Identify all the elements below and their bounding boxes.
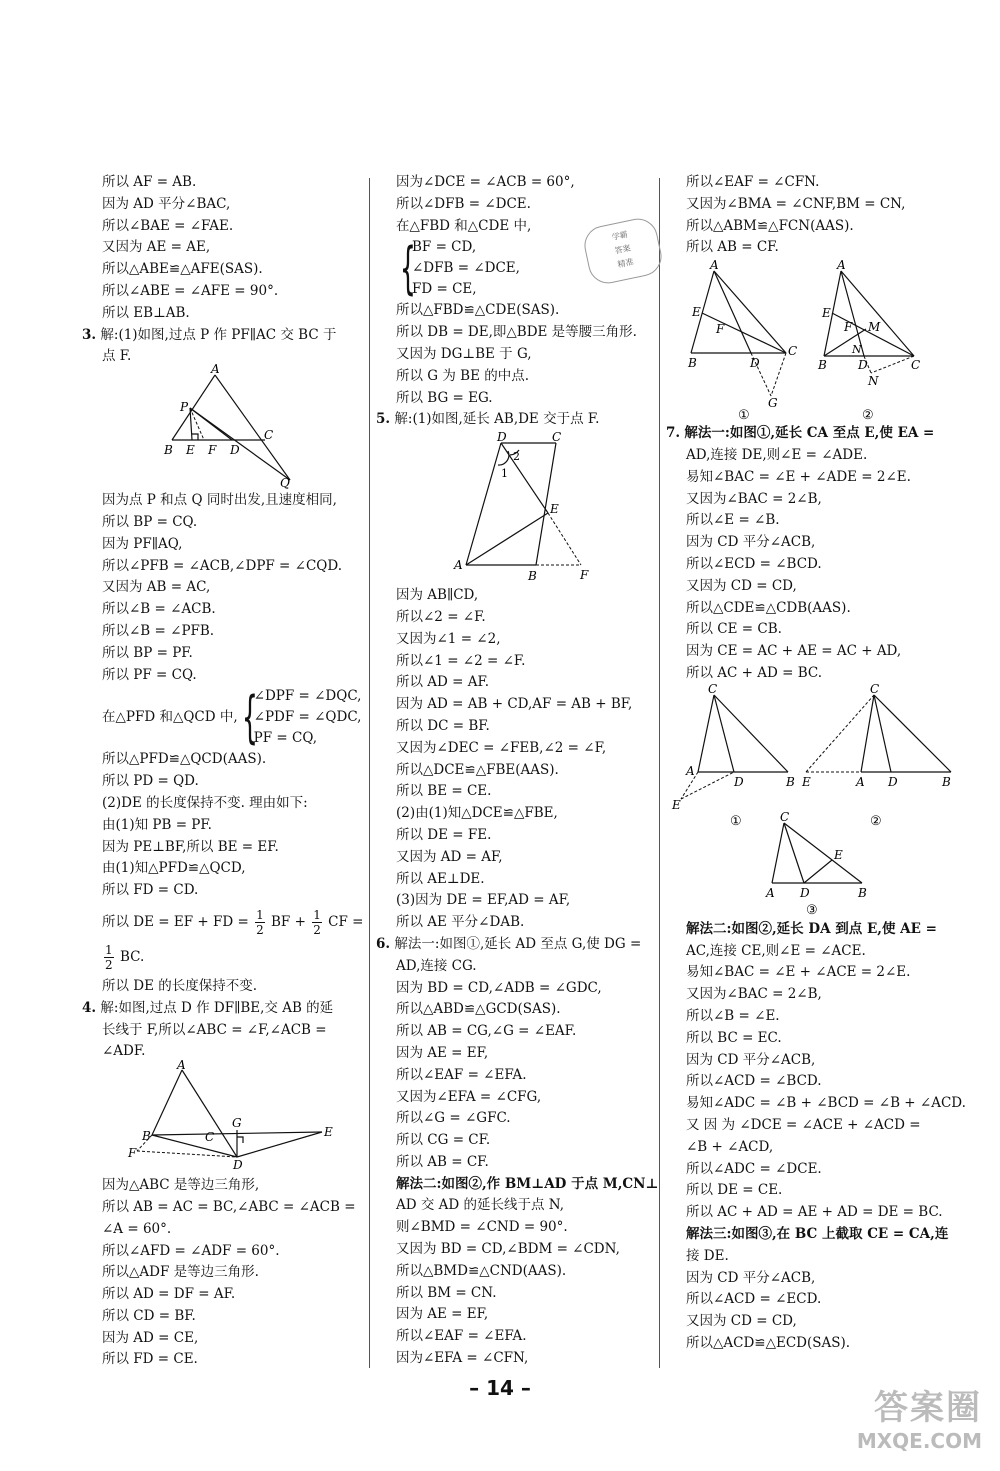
label-B3: B [858, 885, 867, 900]
text-line: 解法二:如图②,延长 DA 到点 E,使 AE = [686, 920, 937, 937]
text-line: 所以∠E = ∠B. [686, 512, 780, 529]
text-line: 所以 DB = DE,即△BDE 是等腰三角形. [396, 324, 637, 341]
text-line: 因为 CD 平分∠ACB, [686, 534, 816, 551]
label-B: B [142, 1129, 151, 1144]
label-F2: F [844, 320, 853, 335]
text-line: AD,连接 CG. [396, 957, 477, 974]
text-line: 所以∠B = ∠ACB. [102, 601, 216, 618]
label-G: G [768, 396, 778, 411]
label-C: C [552, 430, 562, 445]
label-E3: E [834, 847, 843, 862]
text-line: 所以△ADF 是等边三角形. [102, 1264, 259, 1281]
text-line: 所以∠AFD = ∠ADF = 60°. [102, 1242, 280, 1259]
text-line: 又 因 为 ∠DCE = ∠ACE + ∠ACD = [686, 1116, 921, 1133]
label-E: E [324, 1125, 333, 1140]
text-line: 解:(1)如图,延长 AB,DE 交于点 F. [394, 411, 600, 428]
label-B: B [528, 569, 537, 584]
text-line: 所以 AD = AF. [396, 674, 490, 691]
label-E2: E [822, 306, 831, 321]
question-number: 3. [82, 326, 97, 343]
label-N: N [868, 374, 879, 389]
text-line: 易知∠BAC = ∠E + ∠ADE = 2∠E. [686, 468, 911, 485]
text-line: 所以 BM = CN. [396, 1284, 497, 1301]
fraction-line [82, 943, 364, 972]
fraction-line [82, 908, 364, 937]
label-A3: A [766, 885, 775, 900]
label-B2: B [818, 358, 827, 373]
text-fragment: BC. [119, 948, 145, 965]
figure-q4 [82, 1058, 362, 1173]
figure-number-3: ③ [806, 902, 818, 918]
question-number: 6. [376, 935, 391, 952]
figure-q6 [666, 258, 956, 424]
label-F: F [208, 443, 217, 458]
text-line: 又因为∠BMA = ∠CNF,BM = CN, [686, 195, 906, 212]
label-E: E [692, 305, 701, 320]
label-Q: Q [280, 476, 290, 491]
text-line: 又因为 BD = CD,∠BDM = ∠CDN, [396, 1241, 620, 1258]
fraction [255, 908, 265, 937]
text-line: 又因为∠1 = ∠2, [396, 630, 501, 647]
text-line: 因为 CE = AC + AE = AC + AD, [686, 643, 902, 660]
text-line: 所以 AB = CG,∠G = ∠EAF. [396, 1023, 577, 1040]
label-E: E [672, 797, 681, 812]
numerator: 1 [313, 907, 321, 922]
label-2: 2 [513, 450, 520, 464]
text-line: 又因为 AE = AE, [102, 239, 211, 256]
figure-q3 [82, 362, 362, 491]
fraction [312, 908, 322, 937]
text-line: 所以△ABD≌△GCD(SAS). [396, 1001, 561, 1018]
text-line: 接 DE. [686, 1247, 729, 1264]
label-C: C [708, 681, 718, 696]
text-line: 所以 G 为 BE 的中点. [396, 367, 530, 384]
text-line: 则∠BMD = ∠CND = 90°. [396, 1219, 568, 1236]
label-A: A [686, 763, 695, 778]
text-line: 解:(1)如图,过点 P 作 PF∥AC 交 BC 于 [100, 326, 337, 343]
text-line: 所以 AF = AB. [102, 174, 197, 190]
text-line: 所以 BC = EC. [686, 1029, 782, 1046]
text-line: 所以 AC + AD = AE + AD = DE = BC. [686, 1204, 943, 1221]
label-A: A [710, 258, 719, 273]
brace-line: PF = CQ, [253, 730, 318, 747]
text-line: ∠A = 60°. [102, 1220, 172, 1237]
text-line: 因为△ABC 是等边三角形, [102, 1177, 260, 1194]
question-7-heading [666, 423, 956, 445]
text-line: 所以△CDE≌△CDB(AAS). [686, 599, 851, 616]
label-E: E [550, 502, 559, 517]
text-line: 所以△ACD≌△ECD(SAS). [686, 1334, 851, 1351]
watermark [857, 1380, 982, 1453]
text-line: 所以 AE 平分∠DAB. [396, 914, 525, 931]
text-line: 所以∠EAF = ∠EFA. [396, 1066, 527, 1083]
text-line: 所以 CG = CF. [396, 1132, 491, 1149]
denominator: 2 [256, 922, 264, 937]
label-M: M [868, 320, 881, 335]
text-line: 由(1)知 PB = PF. [102, 816, 212, 833]
text-line: 解法三:如图③,在 BC 上截取 CE = CA,连 [686, 1225, 949, 1242]
brace-symbol: { [241, 684, 258, 750]
label-F: F [716, 322, 725, 337]
text-line: AC,连接 CE,则∠E = ∠ACE. [686, 942, 866, 959]
text-line: 因为 CD 平分∠ACB, [686, 1269, 816, 1286]
text-line: 在△FBD 和△CDE 中, [396, 217, 532, 234]
text-line: 所以 DE 的长度保持不变. [102, 977, 258, 994]
label-F: F [580, 568, 589, 583]
label-D: D [230, 443, 240, 458]
label-E: E [186, 443, 195, 458]
label-B2: B [942, 774, 951, 789]
text-line: 所以∠1 = ∠2 = ∠F. [396, 652, 526, 669]
text-line: 因为 AB∥CD, [396, 587, 479, 604]
text-line: 所以 AE⊥DE. [396, 870, 485, 887]
figure-number-1: ① [738, 408, 750, 424]
text-line: 所以 EB⊥AB. [102, 304, 190, 321]
text-line: 解:如图,过点 D 作 DF∥BE,交 AB 的延 [100, 999, 334, 1016]
label-D: D [233, 1158, 243, 1173]
label-F: F [128, 1146, 137, 1161]
text-line: 因为 BD = CD,∠ADB = ∠GDC, [396, 979, 602, 996]
text-line: 所以∠EAF = ∠CFN. [686, 174, 820, 190]
text-line: (3)因为 DE = EF,AD = AF, [396, 892, 571, 909]
text-line: 又因为 CD = CD, [686, 1313, 797, 1330]
label-D: D [734, 774, 744, 789]
text-line: 点 F. [102, 348, 132, 365]
label-A: A [177, 1058, 186, 1073]
label-B: B [164, 443, 173, 458]
text-line: 所以 BE = CE. [396, 783, 492, 800]
label-C: C [264, 428, 274, 443]
text-line: 所以 DC = BF. [396, 717, 490, 734]
text-line: 所以△ABE≌△AFE(SAS). [102, 261, 263, 278]
watermark-main: 答案圈 [874, 1388, 982, 1428]
label-C: C [788, 344, 798, 359]
label-D2: D [858, 358, 868, 373]
denominator: 2 [105, 957, 113, 972]
figure-number-2: ② [870, 813, 882, 829]
figure-q7 [666, 681, 956, 918]
question-number: 4. [82, 999, 97, 1016]
text-line: 所以 DE = CE. [686, 1182, 783, 1199]
text-line: 所以 FD = CE. [102, 1351, 198, 1368]
label-A: A [211, 362, 220, 377]
text-fragment: 所以 DE = EF + FD = [102, 913, 249, 930]
text-line: 所以 FD = CD. [102, 882, 199, 899]
text-line: 所以 CE = CB. [686, 621, 782, 638]
text-line: 所以△PFD≌△QCD(AAS). [102, 751, 267, 768]
label-C: C [205, 1130, 215, 1145]
text-line: 因为 AD = AB + CD,AF = AB + BF, [396, 696, 633, 713]
label-A2: A [837, 258, 846, 273]
brace-system [376, 237, 652, 300]
text-line: 因为∠EFA = ∠CFN, [396, 1350, 529, 1367]
text-line: 又因为∠DEC = ∠FEB,∠2 = ∠F, [396, 739, 607, 756]
question-4-heading [82, 998, 364, 1020]
text-line: 所以 AB = CF. [396, 1153, 489, 1170]
text-line: 所以∠ECD = ∠BCD. [686, 555, 822, 572]
label-C2: C [911, 358, 921, 373]
text-line: 因为 AD = CE, [102, 1329, 199, 1346]
text-line: 因为 AD 平分∠BAC, [102, 195, 231, 212]
question-3-heading [82, 325, 364, 347]
text-line: 所以 PF = CQ. [102, 666, 197, 683]
text-line: 又因为∠EFA = ∠CFG, [396, 1088, 542, 1105]
text-line: 所以△BMD≌△CND(AAS). [396, 1262, 567, 1279]
question-number: 5. [376, 411, 391, 428]
text-line: 又因为∠BAC = 2∠B, [686, 490, 822, 507]
label-N2: N [852, 343, 862, 357]
text-line: 所以 BP = PF. [102, 644, 193, 661]
numerator: 1 [105, 942, 113, 957]
text-line: 所以 DE = FE. [396, 826, 492, 843]
fraction [104, 943, 114, 972]
text-line: 所以 CD = BF. [102, 1307, 196, 1324]
text-line: 易知∠ADC = ∠B + ∠BCD = ∠B + ∠ACD. [686, 1095, 966, 1112]
label-A2: A [856, 774, 865, 789]
text-line: 在△PFD 和△QCD 中, [102, 708, 238, 725]
text-line: 因为 CD 平分∠ACB, [686, 1051, 816, 1068]
text-line: ∠B + ∠ACD, [686, 1138, 774, 1155]
text-line: AD,连接 DE,则∠E = ∠ADE. [686, 446, 868, 463]
text-line: 所以∠B = ∠E. [686, 1007, 780, 1024]
text-line: 因为点 P 和点 Q 同时出发,且速度相同, [102, 492, 337, 509]
text-line: 又因为∠BAC = 2∠B, [686, 986, 822, 1003]
text-line: 所以 BG = EG. [396, 389, 493, 406]
text-line: 又因为 DG⊥BE 于 G, [396, 345, 532, 362]
text-line: 所以 PD = QD. [102, 773, 199, 790]
brace-line: BF = CD, [412, 239, 477, 256]
text-line: 因为 PE⊥BF,所以 BE = EF. [102, 838, 279, 855]
label-D3: D [800, 885, 810, 900]
column-divider [369, 178, 370, 1368]
text-line: 所以 AB = CF. [686, 239, 779, 256]
brace-line: ∠DPF = ∠DQC, [253, 688, 362, 705]
text-line: AD 交 AD 的延长线于点 N, [396, 1197, 565, 1214]
text-line: 所以△ABM≌△FCN(AAS). [686, 217, 854, 234]
text-line: 所以∠ACD = ∠BCD. [686, 1073, 822, 1090]
label-A: A [454, 558, 463, 573]
text-line: 所以∠2 = ∠F. [396, 608, 486, 625]
text-fragment: CF = [328, 913, 364, 930]
text-line: ∠ADF. [102, 1043, 146, 1060]
text-line: 解法一:如图①,延长 AD 至点 G,使 DG = [394, 935, 642, 952]
page-number: – 14 – [469, 1376, 531, 1400]
figure-number-1: ① [730, 813, 742, 829]
text-line: 所以 BP = CQ. [102, 513, 198, 530]
label-E2: E [802, 774, 811, 789]
text-fragment: BF + [271, 913, 306, 930]
denominator: 2 [313, 922, 321, 937]
text-line: (2)DE 的长度保持不变. 理由如下: [102, 794, 308, 811]
text-line: 所以∠BAE = ∠FAE. [102, 217, 234, 234]
label-D: D [750, 356, 760, 371]
text-line: 因为∠DCE = ∠ACB = 60°, [396, 174, 575, 190]
text-line: 所以 AB = AC = BC,∠ABC = ∠ACB = [102, 1198, 356, 1215]
column-1 [82, 172, 364, 1371]
brace-symbol: { [399, 235, 416, 301]
text-line: 所以△DCE≌△FBE(AAS). [396, 761, 559, 778]
text-line: 因为 AE = EF, [396, 1306, 489, 1323]
label-1: 1 [501, 467, 508, 481]
label-B: B [688, 356, 697, 371]
watermark-url: MXQE.COM [856, 1429, 982, 1453]
figure-q5 [376, 430, 646, 584]
text-line: 所以∠EAF = ∠EFA. [396, 1328, 527, 1345]
text-line: 所以∠ACD = ∠ECD. [686, 1291, 822, 1308]
text-line: 所以 AD = DF = AF. [102, 1286, 236, 1303]
text-line: 所以∠G = ∠GFC. [396, 1110, 511, 1127]
text-line: 因为 PF∥AQ, [102, 535, 183, 552]
label-B: B [786, 774, 795, 789]
text-line: 所以∠DFB = ∠DCE. [396, 195, 531, 212]
label-G: G [232, 1116, 242, 1131]
question-number: 7. [666, 425, 681, 442]
text-line: 解法二:如图②,作 BM⊥AD 于点 M,CN⊥ [396, 1175, 659, 1192]
label-C3: C [780, 809, 790, 824]
label-D2: D [888, 774, 898, 789]
text-line: 所以△FBD≌△CDE(SAS). [396, 302, 560, 319]
text-line: (2)由(1)知△DCE≌△FBE, [396, 805, 558, 822]
text-line: 所以 AC + AD = BC. [686, 664, 823, 681]
text-line: 所以∠B = ∠PFB. [102, 622, 215, 639]
column-2 [376, 172, 659, 1370]
text-line: 解法一:如图①,延长 CA 至点 E,使 EA = [684, 425, 935, 442]
text-line: 又因为 AB = AC, [102, 579, 211, 596]
brace-line: ∠PDF = ∠QDC, [253, 709, 362, 726]
text-line: 所以∠ADC = ∠DCE. [686, 1160, 822, 1177]
label-C2: C [870, 681, 880, 696]
figure-number-2: ② [862, 408, 874, 424]
text-line: 长线于 F,所以∠ABC = ∠F,∠ACB = [102, 1021, 327, 1038]
text-line: 所以∠PFB = ∠ACB,∠DPF = ∠CQD. [102, 557, 343, 574]
text-line: 又因为 AD = AF, [396, 848, 503, 865]
text-line: 易知∠BAC = ∠E + ∠ACE = 2∠E. [686, 964, 911, 981]
column-3 [666, 172, 966, 1355]
question-5-heading [376, 409, 652, 431]
label-D: D [497, 430, 507, 445]
column-divider [659, 178, 660, 1368]
text-line: 由(1)知△PFD≌△QCD, [102, 860, 246, 877]
numerator: 1 [256, 907, 264, 922]
label-P: P [180, 400, 189, 415]
text-line: 又因为 CD = CD, [686, 577, 797, 594]
brace-system [82, 686, 364, 749]
question-6-heading [376, 934, 652, 956]
stamp-logo: 学霸 答案 精准 [581, 215, 665, 287]
text-line: 因为 AE = EF, [396, 1044, 489, 1061]
brace-line: ∠DFB = ∠DCE, [412, 260, 520, 277]
text-line: 所以∠ABE = ∠AFE = 90°. [102, 282, 279, 299]
brace-line: FD = CE, [412, 281, 477, 298]
